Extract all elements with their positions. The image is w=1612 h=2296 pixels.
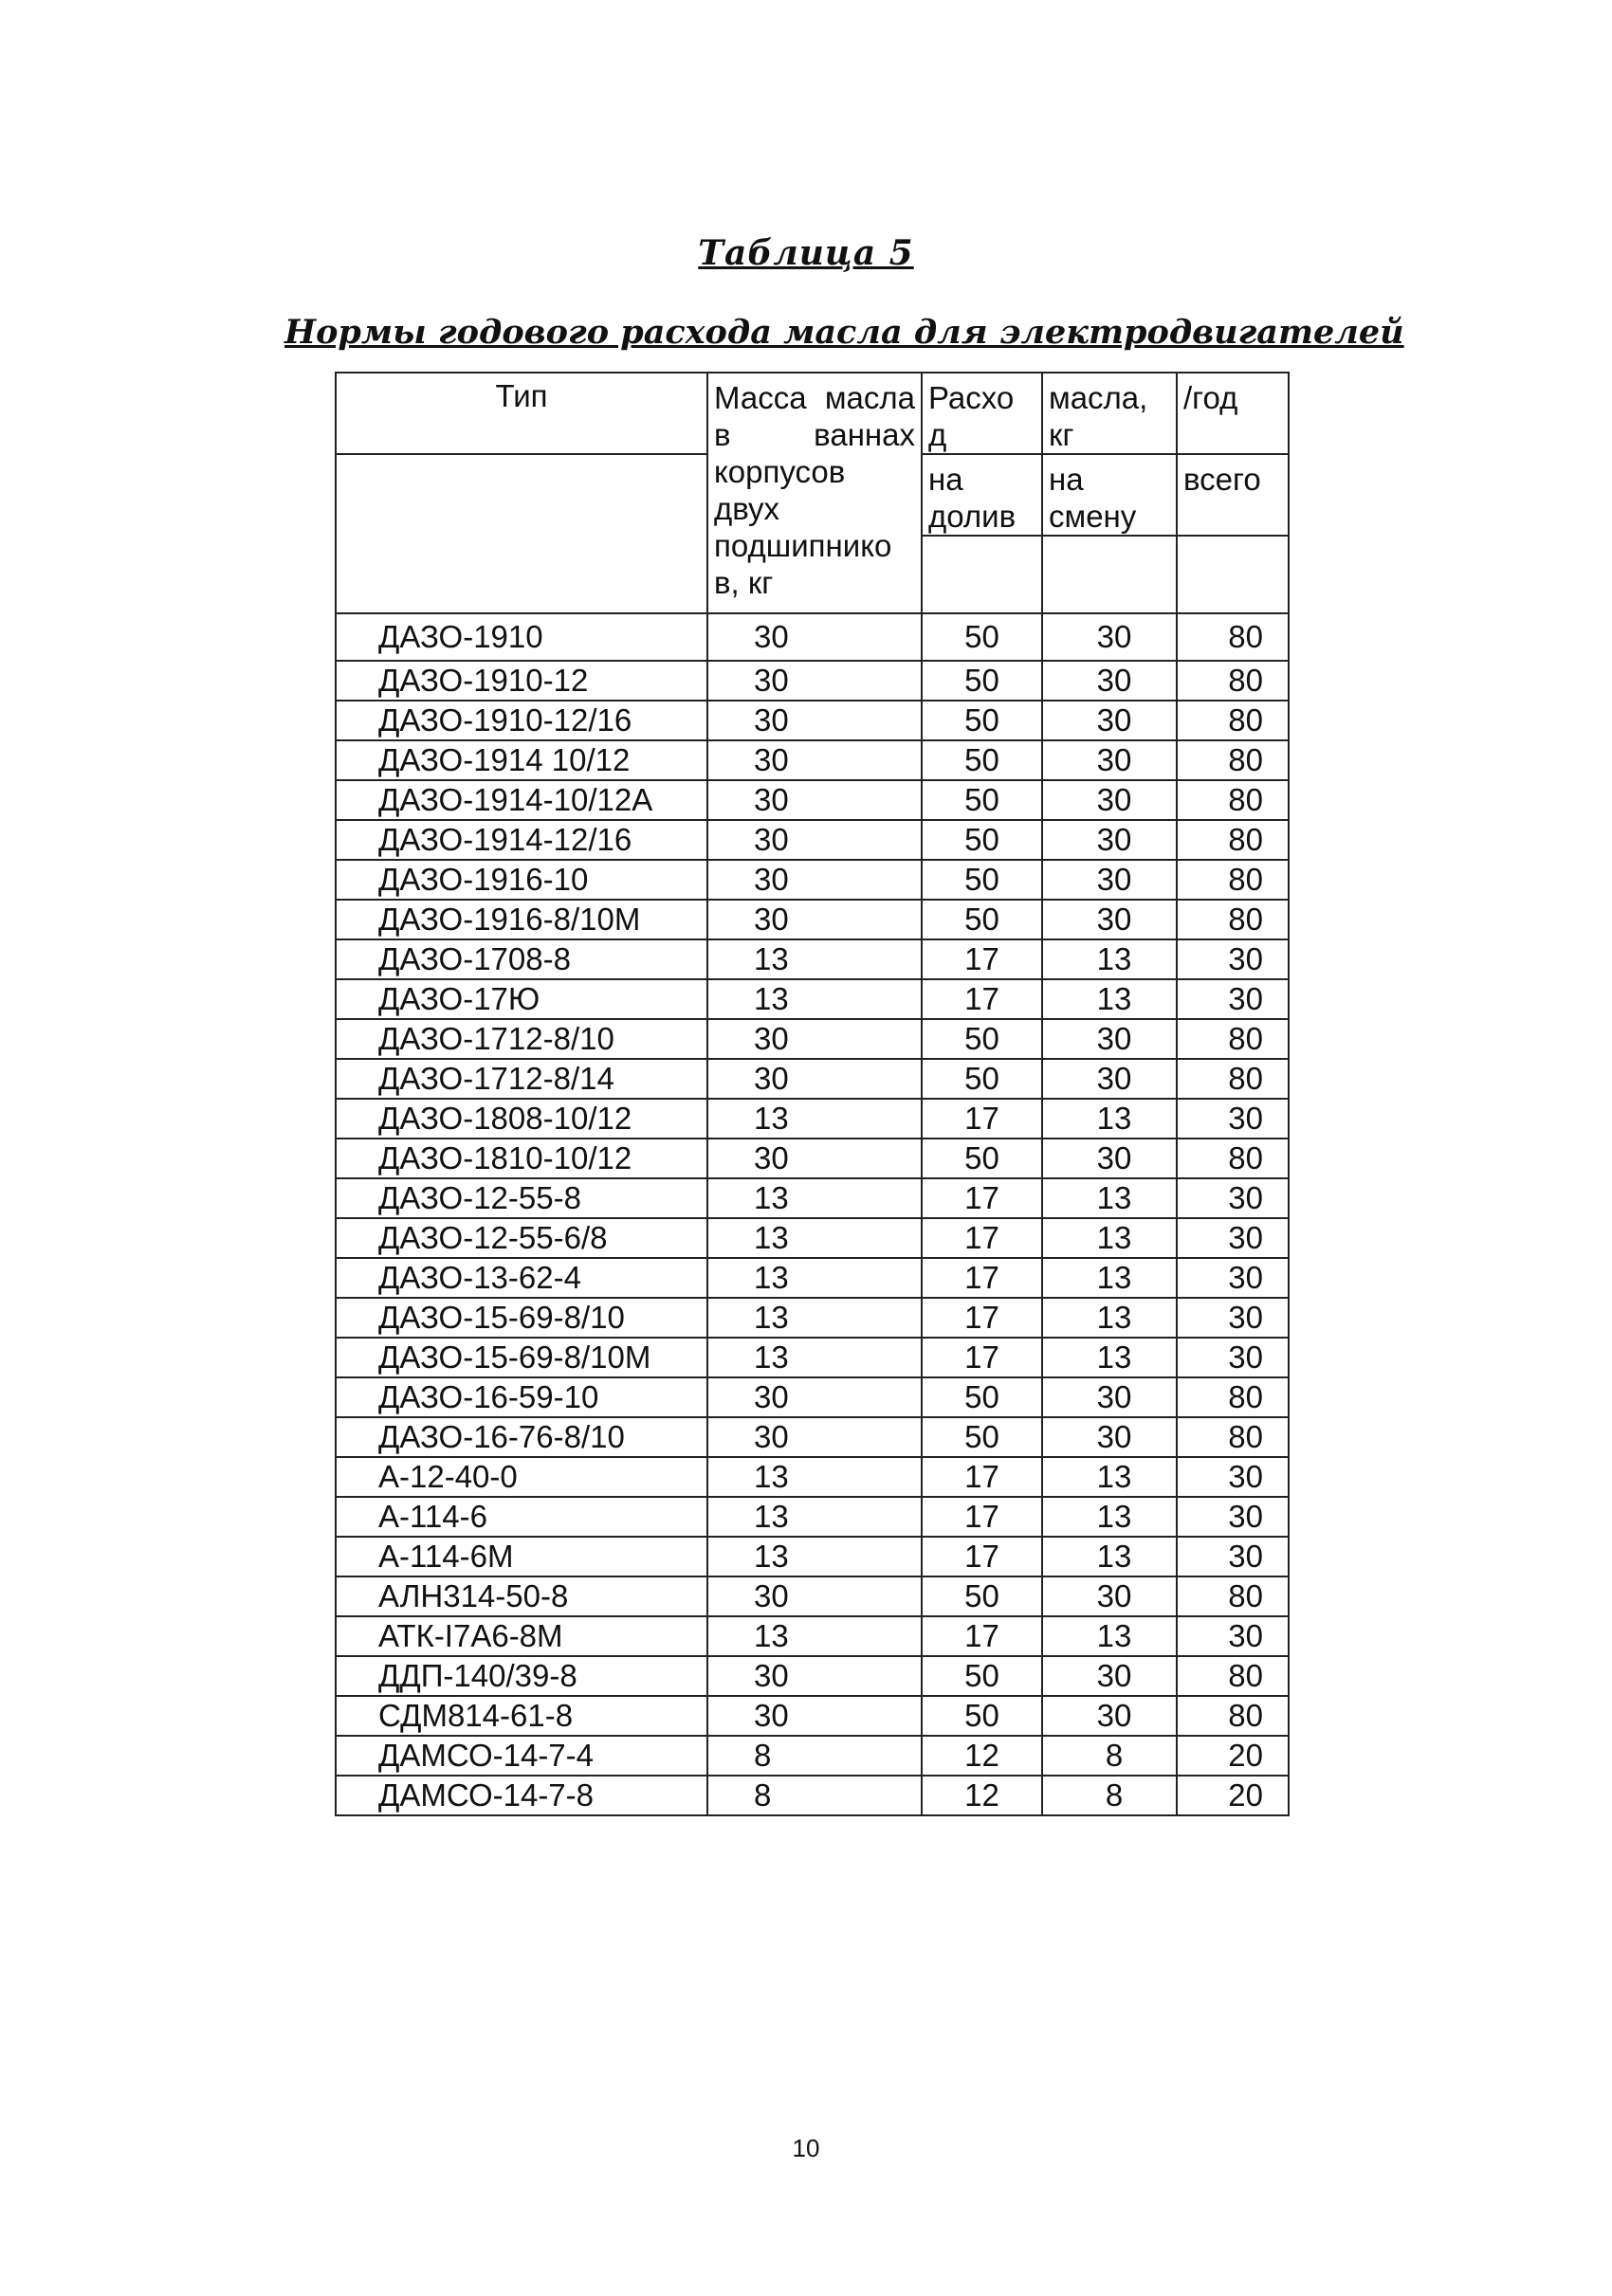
cell-change-rate: 30 (1042, 1576, 1177, 1616)
table-row (336, 1537, 1289, 1576)
cell-type: ДАЗО-1910-12 (336, 661, 707, 701)
cell-type: ДАЗО-16-59-10 (336, 1377, 707, 1417)
table-row (336, 1178, 1289, 1218)
cell-refill-rate: 17 (922, 1099, 1042, 1139)
cell-change-rate: 30 (1042, 1696, 1177, 1736)
cell-change-rate: 13 (1042, 1218, 1177, 1258)
cell-total-rate: 80 (1177, 613, 1289, 661)
cell-change-rate: 8 (1042, 1736, 1177, 1776)
cell-oil-mass: 13 (707, 1537, 922, 1576)
table-row (336, 780, 1289, 820)
table-row (336, 613, 1289, 661)
header-blank (922, 536, 1042, 613)
table-row (336, 1696, 1289, 1736)
cell-oil-mass: 30 (707, 820, 922, 860)
cell-refill-rate: 17 (922, 1537, 1042, 1576)
cell-refill-rate: 50 (922, 1696, 1042, 1736)
header-blank (1042, 536, 1177, 613)
cell-change-rate: 30 (1042, 1019, 1177, 1059)
header-row-1 (336, 373, 1289, 454)
cell-change-rate: 30 (1042, 860, 1177, 900)
cell-type: ДАЗО-13-62-4 (336, 1258, 707, 1298)
cell-total-rate: 80 (1177, 1656, 1289, 1696)
cell-type: ДАЗО-1910-12/16 (336, 701, 707, 740)
cell-refill-rate: 17 (922, 979, 1042, 1019)
cell-type: ДАЗО-15-69-8/10М (336, 1338, 707, 1377)
cell-type: АЛН314-50-8 (336, 1576, 707, 1616)
cell-total-rate: 80 (1177, 1576, 1289, 1616)
cell-refill-rate: 17 (922, 1298, 1042, 1338)
table-row (336, 1576, 1289, 1616)
cell-change-rate: 13 (1042, 1616, 1177, 1656)
cell-type: ДАЗО-1810-10/12 (336, 1139, 707, 1178)
cell-type: ДАЗО-1712-8/14 (336, 1059, 707, 1099)
cell-type: ДАЗО-16-76-8/10 (336, 1417, 707, 1457)
cell-oil-mass: 13 (707, 1497, 922, 1537)
cell-oil-mass: 30 (707, 613, 922, 661)
table-row (336, 1736, 1289, 1776)
cell-oil-mass: 13 (707, 1298, 922, 1338)
cell-type: ДАЗО-12-55-6/8 (336, 1218, 707, 1258)
cell-refill-rate: 17 (922, 939, 1042, 979)
cell-oil-mass: 30 (707, 1576, 922, 1616)
cell-refill-rate: 17 (922, 1497, 1042, 1537)
header-mass-line: двух (714, 491, 780, 526)
cell-refill-rate: 50 (922, 613, 1042, 661)
cell-refill-rate: 12 (922, 1776, 1042, 1815)
table-row (336, 1616, 1289, 1656)
cell-oil-mass: 30 (707, 1656, 922, 1696)
cell-total-rate: 80 (1177, 900, 1289, 939)
cell-refill-rate: 17 (922, 1616, 1042, 1656)
cell-oil-mass: 13 (707, 1258, 922, 1298)
header-rate-line: кг (1049, 417, 1074, 452)
cell-oil-mass: 30 (707, 701, 922, 740)
table-row (336, 1417, 1289, 1457)
cell-type: А-114-6М (336, 1537, 707, 1576)
header-type: Тип (336, 373, 707, 454)
table-row (336, 900, 1289, 939)
cell-change-rate: 30 (1042, 1139, 1177, 1178)
cell-refill-rate: 50 (922, 820, 1042, 860)
cell-change-rate: 13 (1042, 1457, 1177, 1497)
cell-change-rate: 13 (1042, 1178, 1177, 1218)
header-change-line: смену (1049, 499, 1137, 534)
header-mass-line: в, кг (714, 565, 774, 600)
cell-type: ДАЗО-1914 10/12 (336, 740, 707, 780)
table-row (336, 701, 1289, 740)
cell-oil-mass: 30 (707, 900, 922, 939)
cell-type: ДАЗО-17Ю (336, 979, 707, 1019)
table-row (336, 939, 1289, 979)
cell-oil-mass: 30 (707, 1139, 922, 1178)
cell-change-rate: 13 (1042, 1298, 1177, 1338)
table-caption: Таблица 5 (698, 233, 914, 273)
cell-total-rate: 80 (1177, 1417, 1289, 1457)
cell-total-rate: 80 (1177, 780, 1289, 820)
cell-total-rate: 80 (1177, 740, 1289, 780)
cell-total-rate: 30 (1177, 1497, 1289, 1537)
cell-refill-rate: 50 (922, 661, 1042, 701)
header-mass-line: подшипнико (714, 528, 892, 563)
cell-total-rate: 30 (1177, 979, 1289, 1019)
cell-oil-mass: 13 (707, 1457, 922, 1497)
cell-oil-mass: 8 (707, 1736, 922, 1776)
cell-change-rate: 30 (1042, 1417, 1177, 1457)
cell-refill-rate: 50 (922, 1576, 1042, 1616)
cell-total-rate: 80 (1177, 1377, 1289, 1417)
cell-refill-rate: 50 (922, 860, 1042, 900)
header-rate-line: Расхо (928, 380, 1015, 415)
header-change-line: на (1049, 462, 1084, 497)
cell-total-rate: 20 (1177, 1736, 1289, 1776)
cell-change-rate: 13 (1042, 1258, 1177, 1298)
table-row (336, 820, 1289, 860)
cell-oil-mass: 30 (707, 1059, 922, 1099)
cell-oil-mass: 13 (707, 1338, 922, 1377)
cell-oil-mass: 30 (707, 740, 922, 780)
table-row (336, 1099, 1289, 1139)
cell-oil-mass: 30 (707, 661, 922, 701)
header-rate-part2 (1042, 373, 1177, 454)
header-rate-line: д (928, 417, 947, 452)
cell-oil-mass: 8 (707, 1776, 922, 1815)
cell-oil-mass: 13 (707, 1218, 922, 1258)
cell-change-rate: 30 (1042, 701, 1177, 740)
table-heading: Нормы годового расхода масла для электродвигателей (284, 313, 1404, 352)
cell-oil-mass: 30 (707, 1377, 922, 1417)
table-row (336, 1218, 1289, 1258)
table-row (336, 661, 1289, 701)
cell-refill-rate: 50 (922, 1417, 1042, 1457)
header-refill (922, 454, 1042, 536)
table-row (336, 1377, 1289, 1417)
cell-type: А-114-6 (336, 1497, 707, 1537)
header-total: всего (1177, 454, 1289, 536)
cell-total-rate: 80 (1177, 1139, 1289, 1178)
cell-total-rate: 30 (1177, 1338, 1289, 1377)
cell-change-rate: 30 (1042, 820, 1177, 860)
header-mass-line: корпусов (714, 454, 846, 489)
header-type-blank (336, 454, 707, 613)
page-number: 10 (792, 2134, 820, 2162)
cell-total-rate: 30 (1177, 1457, 1289, 1497)
cell-oil-mass: 13 (707, 939, 922, 979)
cell-total-rate: 30 (1177, 1218, 1289, 1258)
table-row (336, 1497, 1289, 1537)
cell-type: ДАМСО-14-7-8 (336, 1776, 707, 1815)
table-row (336, 860, 1289, 900)
cell-type: ДАЗО-1914-12/16 (336, 820, 707, 860)
cell-refill-rate: 17 (922, 1457, 1042, 1497)
header-rate-part3: /год (1177, 373, 1289, 454)
cell-change-rate: 30 (1042, 740, 1177, 780)
cell-oil-mass: 30 (707, 1696, 922, 1736)
table-row (336, 1656, 1289, 1696)
cell-total-rate: 80 (1177, 701, 1289, 740)
cell-total-rate: 20 (1177, 1776, 1289, 1815)
cell-change-rate: 8 (1042, 1776, 1177, 1815)
cell-oil-mass: 13 (707, 1178, 922, 1218)
cell-oil-mass: 30 (707, 1417, 922, 1457)
cell-type: СДМ814-61-8 (336, 1696, 707, 1736)
cell-total-rate: 30 (1177, 1178, 1289, 1218)
header-refill-line: на (928, 462, 963, 497)
cell-type: ДАЗО-1712-8/10 (336, 1019, 707, 1059)
cell-refill-rate: 17 (922, 1258, 1042, 1298)
cell-type: ДАЗО-1708-8 (336, 939, 707, 979)
table-row (336, 1776, 1289, 1815)
cell-refill-rate: 50 (922, 701, 1042, 740)
table-row (336, 1457, 1289, 1497)
cell-type: ДДП-140/39-8 (336, 1656, 707, 1696)
cell-change-rate: 13 (1042, 939, 1177, 979)
cell-refill-rate: 50 (922, 900, 1042, 939)
cell-oil-mass: 13 (707, 1616, 922, 1656)
table-row (336, 1019, 1289, 1059)
cell-oil-mass: 13 (707, 979, 922, 1019)
cell-change-rate: 30 (1042, 613, 1177, 661)
cell-change-rate: 13 (1042, 979, 1177, 1019)
table-row (336, 979, 1289, 1019)
cell-refill-rate: 50 (922, 1059, 1042, 1099)
cell-total-rate: 80 (1177, 820, 1289, 860)
cell-total-rate: 30 (1177, 1298, 1289, 1338)
header-refill-line: долив (928, 499, 1017, 534)
cell-change-rate: 30 (1042, 780, 1177, 820)
cell-refill-rate: 50 (922, 1656, 1042, 1696)
cell-type: ДАЗО-12-55-8 (336, 1178, 707, 1218)
cell-refill-rate: 12 (922, 1736, 1042, 1776)
cell-total-rate: 80 (1177, 860, 1289, 900)
cell-total-rate: 30 (1177, 1258, 1289, 1298)
cell-type: АТК-І7А6-8М (336, 1616, 707, 1656)
cell-type: ДАЗО-1916-10 (336, 860, 707, 900)
cell-oil-mass: 30 (707, 860, 922, 900)
cell-change-rate: 13 (1042, 1537, 1177, 1576)
cell-total-rate: 30 (1177, 1537, 1289, 1576)
header-change (1042, 454, 1177, 536)
cell-refill-rate: 50 (922, 1139, 1042, 1178)
table-row (336, 1258, 1289, 1298)
cell-change-rate: 30 (1042, 1377, 1177, 1417)
table-row (336, 1139, 1289, 1178)
cell-change-rate: 13 (1042, 1338, 1177, 1377)
cell-total-rate: 80 (1177, 1019, 1289, 1059)
table-row (336, 740, 1289, 780)
cell-change-rate: 30 (1042, 900, 1177, 939)
table-row (336, 1059, 1289, 1099)
table-row (336, 1338, 1289, 1377)
cell-total-rate: 80 (1177, 1059, 1289, 1099)
cell-type: ДАМСО-14-7-4 (336, 1736, 707, 1776)
header-mass-line: Масса масла (714, 380, 915, 415)
oil-norms-table (335, 372, 1290, 1816)
header-rate-part1 (922, 373, 1042, 454)
cell-refill-rate: 50 (922, 1019, 1042, 1059)
cell-change-rate: 13 (1042, 1497, 1177, 1537)
cell-change-rate: 30 (1042, 1059, 1177, 1099)
cell-refill-rate: 50 (922, 780, 1042, 820)
header-mass-line: в ваннах (714, 417, 915, 452)
cell-change-rate: 13 (1042, 1099, 1177, 1139)
cell-total-rate: 80 (1177, 661, 1289, 701)
cell-total-rate: 80 (1177, 1696, 1289, 1736)
cell-oil-mass: 30 (707, 1019, 922, 1059)
cell-type: ДАЗО-1808-10/12 (336, 1099, 707, 1139)
header-rate-line: масла, (1049, 380, 1148, 415)
cell-oil-mass: 30 (707, 780, 922, 820)
cell-oil-mass: 13 (707, 1099, 922, 1139)
cell-total-rate: 30 (1177, 1099, 1289, 1139)
cell-total-rate: 30 (1177, 1616, 1289, 1656)
header-mass (707, 373, 922, 613)
cell-type: ДАЗО-1916-8/10М (336, 900, 707, 939)
cell-type: ДАЗО-1914-10/12А (336, 780, 707, 820)
cell-type: А-12-40-0 (336, 1457, 707, 1497)
table-row (336, 1298, 1289, 1338)
cell-change-rate: 30 (1042, 1656, 1177, 1696)
cell-refill-rate: 17 (922, 1178, 1042, 1218)
cell-change-rate: 30 (1042, 661, 1177, 701)
cell-refill-rate: 17 (922, 1338, 1042, 1377)
cell-refill-rate: 50 (922, 740, 1042, 780)
cell-type: ДАЗО-15-69-8/10 (336, 1298, 707, 1338)
cell-total-rate: 30 (1177, 939, 1289, 979)
cell-refill-rate: 17 (922, 1218, 1042, 1258)
cell-refill-rate: 50 (922, 1377, 1042, 1417)
cell-type: ДАЗО-1910 (336, 613, 707, 661)
header-blank (1177, 536, 1289, 613)
